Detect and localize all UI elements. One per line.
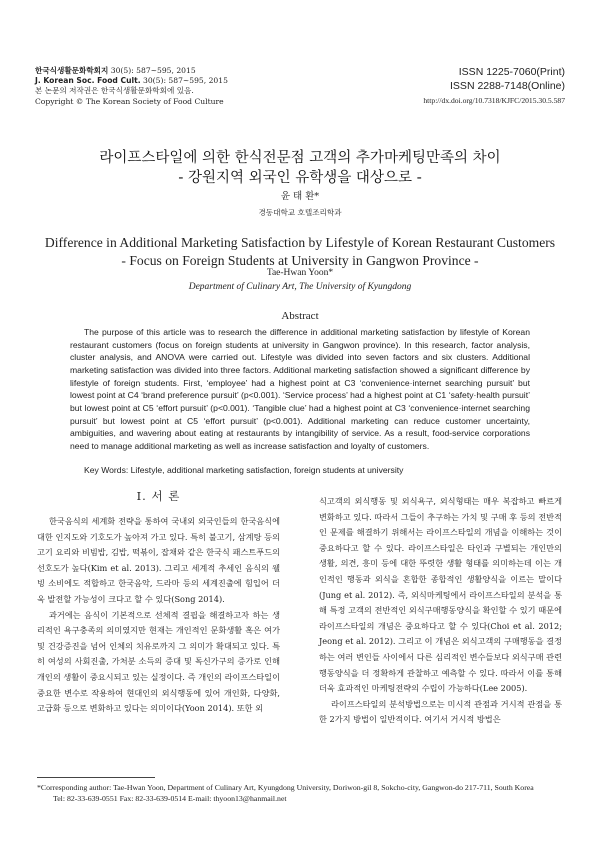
english-subtitle: - Focus on Foreign Students at University in Gangwon Province -	[121, 252, 479, 268]
author-ko: 윤 태 환*	[280, 191, 320, 202]
abstract-body: The purpose of this article was to research the difference in additional marketing satisfaction by lifestyle of Korean restaurant customers (focus on foreign students at university in Gangwon province). In this research, factor analysis, cluster analysis, and ANOVA were carried out. Lifestyle was divided into seven factors and six clusters. Additional marketing satisfaction was divided into three factors. Additional marketing satisfaction showed a significant difference by lifestyle of foreign students. First, ‘employee’ had a highest point at C3 ‘convenience·internet searching pursuit’ but lowest point at C4 ‘brand preference pursuit’ (p<0.001). ‘Service process’ had a highest point at C1 ‘safety·health pursuit’ but lowest point at C5 ‘effort pursuit’ (p<0.001). ‘Tangible clue’ had a highest point at C3 ‘convenience·internet searching pursuit’ but lowest point at C5 ‘effort pursuit’ (p<0.001). Additional marketing can reduce customer uncertainty, ambiguities, and wavering about eating at restaurants by intangibility of service. As a result, food-service corporations need to manage additional marketing as well as increase satisfaction and loyalty of customers.	[70, 327, 530, 451]
section-heading-introduction: Ⅰ. 서 론	[136, 489, 181, 503]
korean-subtitle: - 강원지역 외국인 유학생을 대상으로 -	[178, 170, 422, 186]
korean-title	[0, 148, 600, 188]
issn-block	[423, 66, 565, 107]
copyright-en: Copyright © The Korean Society of Food Culture	[35, 96, 224, 106]
left-column	[37, 514, 280, 717]
author-en: Tae-Hwan Yoon*	[266, 268, 334, 278]
journal-en-volume: 30(5): 587~595, 2015	[140, 76, 228, 86]
paragraph: 라이프스타일의 분석방법으로는 미시적 관점과 거시적 관점을 통한 2가지 방법이 일반적이다. 여기서 거시적 방법은	[319, 698, 562, 725]
affiliation-ko: 경동대학교 호텔조리학과	[258, 208, 342, 217]
paragraph: 식고객의 외식행동 및 외식욕구, 외식형태는 매우 복잡하고 빠르게 변화하고 있다. 따라서 그들이 추구하는 가치 및 구매 후 등의 전반적인 문제를 해결하기 위해서는 라이프스타일의 개념을 이해하는 것이 중요하다고 할 수 있다. 라이프스타일은 타인과 구별되는 개인만의 생활, 의견, 흥미 등에 대한 뚜렷한 생활 형태를 의미하는데 이는 개인적인 행동과 외식을 혼합한 종합적인 생활양식을 이르는 말이다(Jung et al. 2012). 즉, 외식마케팅에서 라이프스타일의 분석을 통해 특정 고객의 전반적인 외식구매행동양식을 확인할 수 있기 때문에 라이프스타일의 개념은 중요하다고 할 수 있다(Choi et al. 2012; Jeong et al. 2012). 그리고 이 개념은 외식고객의 구매행동을 결정하는 여러 변인들 사이에서 다른 심리적인 변수들보다 외식구매 관련 행동양식을 더 정확하게 관찰하고 예측할 수 있다. 따라서 이를 통해 더욱 효과적인 마케팅전략의 수립이 가능하다(Lee 2005).	[319, 496, 562, 694]
journal-ko-line	[35, 66, 228, 76]
paragraph: 한국음식의 세계화 전략을 통하여 국내외 외국인들의 한국음식에 대한 인지도와 기호도가 높아져 가고 있다. 특히 불고기, 삼계탕 등의 고기 요리와 비빔밥, 김밥, 떡볶이, 잡채와 같은 한국식 패스트푸드의 선호도가 높다(Kim et al. 2013). 그리고 세계적 추세인 음식의 웰빙 소비에도 적합하고 한국음악, 드라마 등의 세계진출에 힘입어 더욱 발전할 가능성이 크다고 할 수 있다(Song 2014).	[37, 516, 280, 604]
keywords-label: Key Words:	[84, 465, 129, 475]
paragraph: 과거에는 음식이 기본적으로 선체적 결핍을 해결하고자 하는 생리적인 욕구충족의 의미였지만 현재는 개인적인 문화생활 혹은 여가 및 건강증진을 넘어 인체의 치유로까지 그 의미가 확대되고 있다. 특히 여성의 사회진출, 가처분 소득의 증대 및 독신가구의 증가로 인해 개인의 생활이 중요시되고 있는 실정이다. 즉 개인의 라이프스타일이 중요한 변수로 작용하여 현대인의 외식행동에 있어 개인화, 다양화, 고급화 등으로 변화하고 있다는 의미이다(Yoon 2014). 또한 외	[37, 609, 280, 714]
journal-header	[35, 66, 228, 107]
abstract-heading: Abstract	[281, 310, 319, 322]
footnote-divider	[37, 777, 155, 778]
journal-ko-volume: 30(5): 587~595, 2015	[108, 66, 196, 75]
footnote-contact: Tel: 82-33-639-0551 Fax: 82-33-639-0514 E-mail: thyoon13@hanmail.net	[53, 794, 287, 803]
journal-en-name: J. Korean Soc. Food Cult.	[35, 76, 141, 86]
keywords	[84, 465, 530, 475]
english-title-line1: Difference in Additional Marketing Satisfaction by Lifestyle of Korean Restaurant Customers	[44, 235, 556, 250]
affiliation-en: Department of Culinary Art, The University of Kyungdong	[188, 282, 412, 292]
english-title	[0, 234, 600, 269]
korean-title-line1: 라이프스타일에 의한 한식전문점 고객의 추가마케팅만족의 차이	[99, 150, 501, 166]
keywords-list: Lifestyle, additional marketing satisfaction, foreign students at university	[128, 465, 404, 475]
issn-online: ISSN 2288-7148(Online)	[450, 79, 565, 92]
journal-ko-name: 한국식생활문화학회지	[35, 66, 109, 75]
right-column	[319, 494, 562, 728]
footnote-corresponding-author: *Corresponding author: Tae-Hwan Yoon, Department of Culinary Art, Kyungdong University, Doriwon-gil 8, Sokcho-city, Gangwon-do 217-711, South Korea	[37, 783, 534, 792]
footnote	[37, 782, 567, 804]
journal-en-line	[35, 76, 228, 86]
issn-print: ISSN 1225-7060(Print)	[458, 66, 565, 78]
copyright-ko: 본 논문의 저작권은 한국식생활문화학회에 있음.	[35, 86, 194, 96]
doi-link[interactable]: http://dx.doi.org/10.7318/KJFC/2015.30.5.587	[423, 96, 565, 105]
